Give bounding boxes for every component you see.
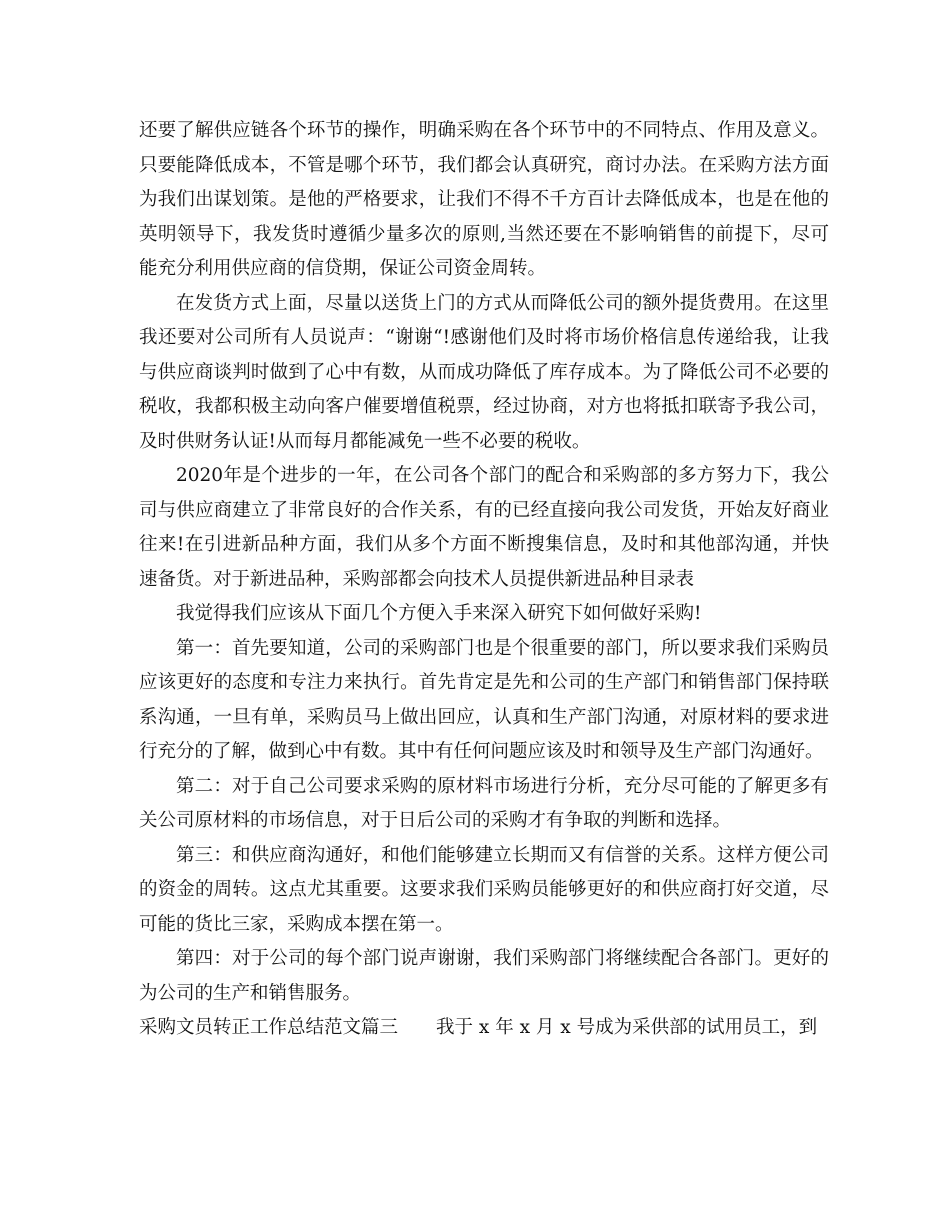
section-heading: 采购文员转正工作总结范文篇三 xyxy=(139,1017,399,1038)
paragraph-point-two: 第二：对于自己公司要求采购的原材料市场进行分析，充分尽可能的了解更多有关公司原材料的市场信息，对于日后公司的采购才有争取的判断和选择。 xyxy=(139,775,829,831)
paragraph-research-intro: 我觉得我们应该从下面几个方便入手来深入研究下如何做好采购! xyxy=(176,603,702,624)
paragraph-delivery-method: 在发货方式上面，尽量以送货上门的方式从而降低公司的额外提货费用。在这里我还要对公司所有人员说声：“谢谢“!感谢他们及时将市场价格信息传递给我，让我与供应商谈判时做到了心中有数，从而成功降低了库存成本。为了降低公司不必要的税收，我都积极主动向客户催要增值税票，经过协商，对方也将抵扣联寄予我公司，及时供财务认证!从而每月都能减免一些不必要的税收。 xyxy=(139,292,829,452)
paragraph-supply-chain: 还要了解供应链各个环节的操作，明确采购在各个环节中的不同特点、作用及意义。只要能降低成本，不管是哪个环节，我们都会认真研究，商讨办法。在采购方法方面为我们出谋划策。是他的严格要求，让我们不得不千方百计去降低成本，也是在他的英明领导下，我发货时遵循少量多次的原则,当然还要在不影响销售的前提下，尽可能充分利用供应商的信贷期，保证公司资金周转。 xyxy=(139,120,829,279)
section-continuation-text: 我于 x 年 x 月 x 号成为采供部的试用员工，到 xyxy=(436,1017,818,1038)
document-body xyxy=(139,114,829,1046)
paragraph-point-three: 第三：和供应商沟通好，和他们能够建立长期而又有信誉的关系。这样方便公司的资金的周转。这点尤其重要。这要求我们采购员能够更好的和供应商打好交道，尽可能的货比三家，采购成本摆在第一。 xyxy=(139,844,829,935)
paragraph-point-one: 第一：首先要知道，公司的采购部门也是个很重要的部门，所以要求我们采购员应该更好的态度和专注力来执行。首先肯定是先和公司的生产部门和销售部门保持联系沟通，一旦有单，采购员马上做出回应，认真和生产部门沟通，对原材料的要求进行充分的了解，做到心中有数。其中有任何问题应该及时和领导及生产部门沟通好。 xyxy=(139,637,829,762)
paragraph-point-four: 第四：对于公司的每个部门说声谢谢，我们采购部门将继续配合各部门。更好的为公司的生产和销售服务。 xyxy=(139,948,829,1004)
paragraph-year-progress: 2020年是个进步的一年，在公司各个部门的配合和采购部的多方努力下，我公司与供应商建立了非常良好的合作关系，有的已经直接向我公司发货，开始友好商业往来!在引进新品种方面，我们从多个方面不断搜集信息，及时和其他部沟通，并快速备货。对于新进品种，采购部都会向技术人员提供新进品种目录表 xyxy=(139,465,829,590)
section-heading-line xyxy=(139,1011,829,1046)
